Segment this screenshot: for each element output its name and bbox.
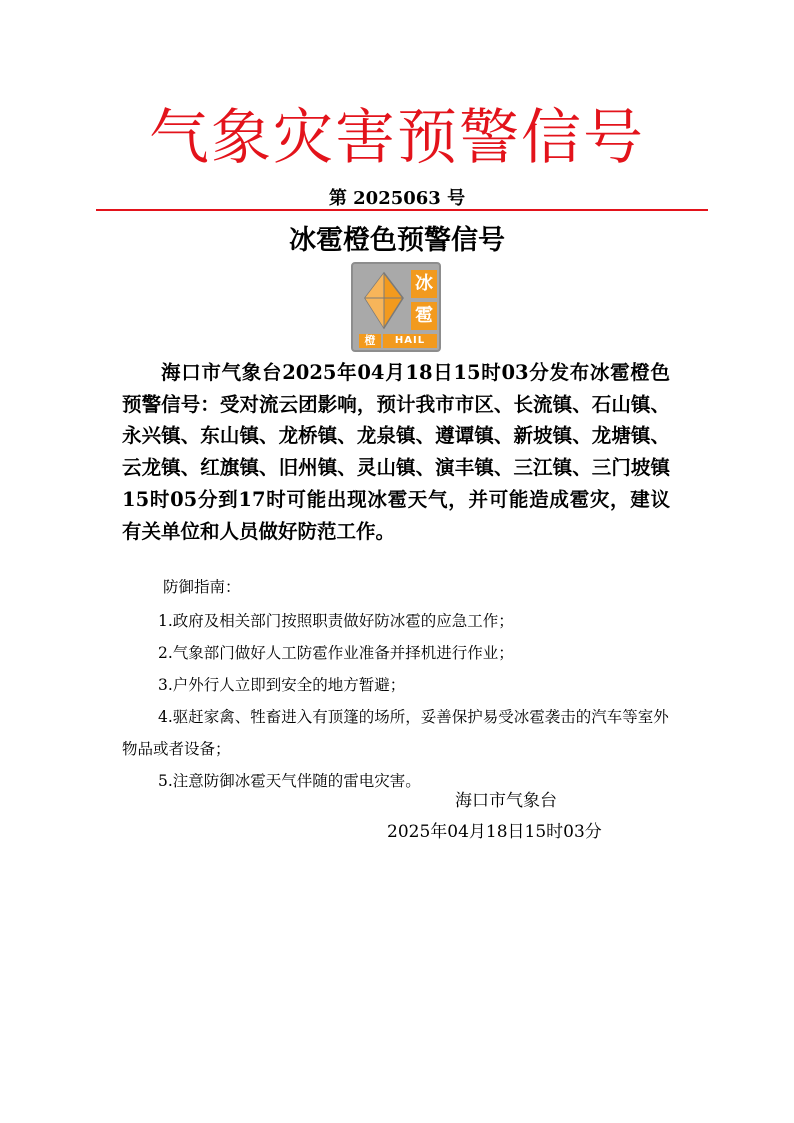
signature-date: 2025年04月18日15时03分	[387, 822, 602, 842]
badge-char-top: 冰	[411, 270, 437, 298]
badge-level-char: 橙	[359, 334, 381, 348]
badge-english-label: HAIL	[383, 334, 437, 348]
guidance-item: 4.驱赶家禽、牲畜进入有顶篷的场所，妥善保护易受冰雹袭击的汽车等室外物品或者设备；	[122, 708, 669, 758]
header-divider	[96, 209, 708, 211]
guidance-item: 2.气象部门做好人工防雹作业准备并择机进行作业；	[158, 644, 514, 662]
guidance-list	[122, 605, 682, 797]
document-header-title: 气象灾害预警信号	[149, 103, 645, 173]
guidance-heading: 防御指南：	[163, 578, 241, 596]
guidance-item: 1.政府及相关部门按照职责做好防冰雹的应急工作；	[158, 612, 514, 630]
guidance-item: 5.注意防御冰雹天气伴随的雷电灾害。	[158, 772, 421, 790]
warning-body-text: 海口市气象台2025年04月18日15时03分发布冰雹橙色预警信号：受对流云团影响，预计我市市区、长流镇、石山镇、永兴镇、东山镇、龙桥镇、龙泉镇、遵谭镇、新坡镇、龙塘镇、云龙镇、红旗镇、旧州镇、灵山镇、演丰镇、三江镇、三门坡镇15时05分到17时可能出现冰雹天气，并可能造成雹灾，建议有关单位和人员做好防范工作。	[122, 361, 670, 543]
signal-title: 冰雹橙色预警信号	[289, 225, 505, 256]
hailstone-icon	[359, 270, 409, 332]
badge-char-bottom: 雹	[411, 302, 437, 330]
guidance-item: 3.户外行人立即到安全的地方暂避；	[158, 676, 406, 694]
signature-organization: 海口市气象台	[455, 791, 557, 811]
document-number: 第 2025063 号	[328, 188, 466, 209]
hail-orange-warning-badge	[351, 262, 441, 352]
